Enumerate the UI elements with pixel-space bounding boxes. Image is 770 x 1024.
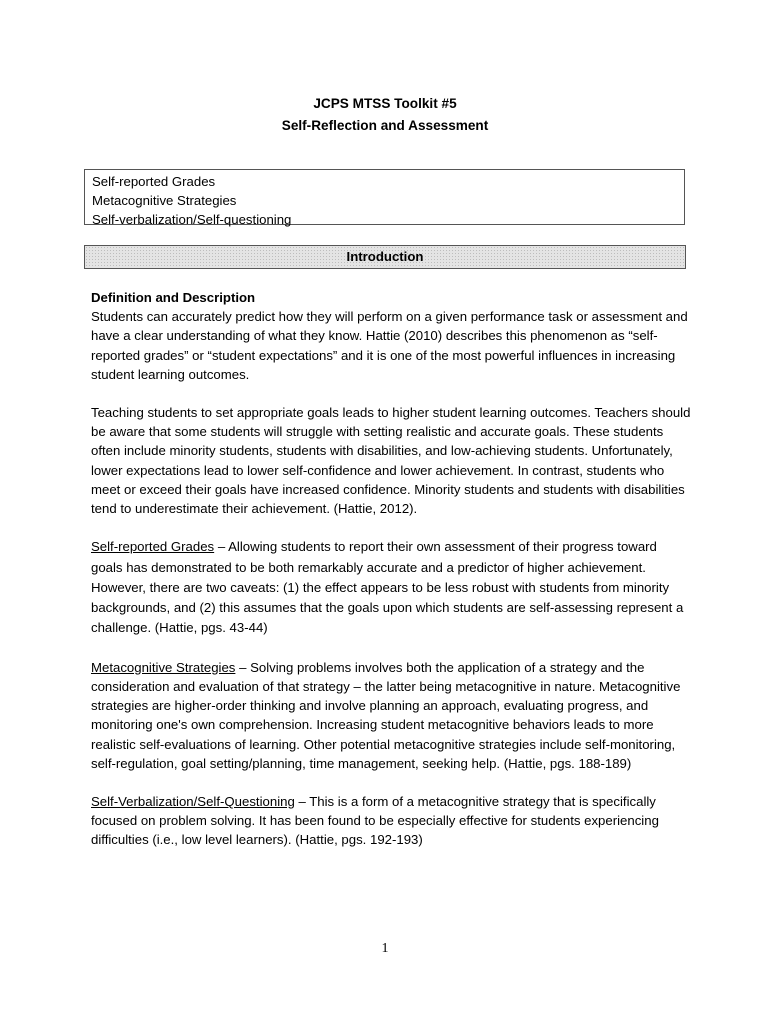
metacognitive-term: Metacognitive Strategies [91,659,236,675]
topics-box [84,169,685,225]
page-number: 1 [381,941,389,956]
document-body [91,288,691,869]
self-reported-term: Self-reported Grades [91,539,215,555]
self-verbalization-text: – This is a form of a metacognitive strategy that is specifically focused on problem solving. It has been found to be especially effective for students experiencing difficulties (i.e., low level learners). (Hattie, pgs. 192-193) [91,793,659,848]
self-verbalization-term: Self-Verbalization/Self-Questioning [91,793,295,809]
metacognitive-paragraph [91,658,691,773]
definition-text: Students can accurately predict how they will perform on a given performance task or assessment and have a clear understanding of what they know. Hattie (2010) describes this phenomenon as “self-reported grades” or “student expectations” and it is one of the most powerful influences in increasing student learning outcomes. [91,309,688,382]
self-reported-text: – Allowing students to report their own assessment of their progress toward goals has demonstrated to be both remarkably accurate and a predictor of higher achievement. However, there are two caveats: (1) the effect appears to be less robust with students from minority backgrounds, and (2) this assumes that the goals upon which students are self-assessing represent a challenge. (Hattie, pgs. 43-44) [91,539,684,636]
topic-item: Metacognitive Strategies [92,193,237,208]
document-title: JCPS MTSS Toolkit #5 [313,96,457,111]
self-verbalization-paragraph [91,792,691,850]
topic-item: Self-reported Grades [92,174,216,189]
document-subtitle: Self-Reflection and Assessment [281,118,489,133]
definition-paragraph [91,288,691,384]
definition-heading: Definition and Description [91,290,256,305]
metacognitive-text: – Solving problems involves both the application of a strategy and the consideration and evaluation of that strategy – the latter being metacognitive in nature. Metacognitive strategies are higher-order thinking and involve planning an approach, evaluating progress, and monitoring one's own comprehension. Increasing student metacognitive behaviors leads to more realistic self-evaluations of learning. Other potential metacognitive strategies include self-monitoring, self-regulation, goal setting/planning, time management, seeking help. (Hattie, pgs. 188-189) [91,659,681,771]
document-header [0,93,770,137]
self-reported-paragraph [91,537,691,638]
section-bar-introduction: Introduction [84,245,686,269]
topic-item: Self-verbalization/Self-questioning [92,212,292,227]
goals-paragraph: Teaching students to set appropriate goals leads to higher student learning outcomes. Teachers should be aware that some students will struggle with setting realistic and accurate goals. These students often include minority students, students with disabilities, and low-achieving students. Unfortunately, lower expectations lead to lower self-confidence and lower achievement. In contrast, students who meet or exceed their goals have increased confidence. Minority students and students with disabilities tend to underestimate their achievement. (Hattie, 2012). [91,405,691,517]
